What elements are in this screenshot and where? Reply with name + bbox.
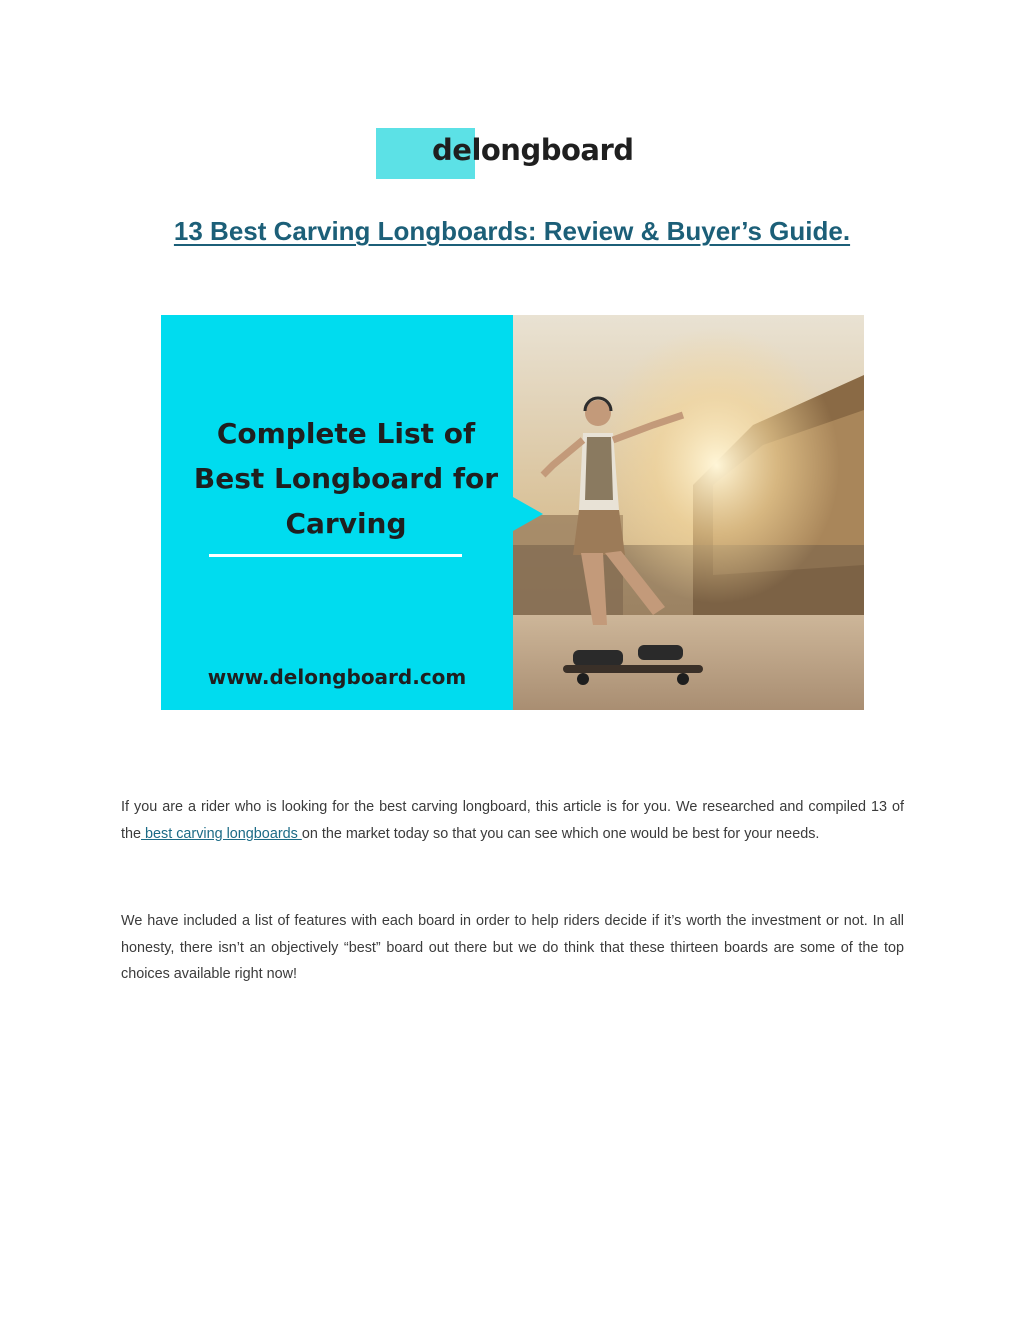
best-carving-longboards-link[interactable]: best carving longboards — [141, 825, 302, 842]
intro-text-before-link: If you are a rider who is looking for the best carving longboard, this article is for you. We researched and compiled 13 of the — [121, 799, 904, 842]
intro-text-after-link: on the market today so that you can see which one would be best for your needs. — [301, 825, 820, 842]
hero-arrow-pointer — [513, 497, 543, 531]
features-paragraph: We have included a list of features with each board in order to help riders decide if it’s worth the investment or not. In all honesty, there isn’t an objectively “best” board out there but we do think that these thirteen boards are some of the top choices available right now! — [121, 913, 904, 982]
hero-heading — [161, 411, 531, 546]
logo-wordmark — [432, 133, 634, 167]
logo-part-longboard: longboard — [471, 133, 634, 167]
site-logo — [376, 128, 648, 179]
hero-heading-line-2: Best Longboard for — [193, 462, 499, 495]
intro-paragraph — [121, 794, 904, 847]
hero-banner-image — [161, 315, 864, 710]
hero-heading-line-3: Carving — [285, 507, 407, 540]
hero-divider — [209, 554, 462, 557]
hero-url: www.delongboard.com — [207, 665, 467, 689]
logo-part-de: de — [432, 133, 472, 167]
skateboarder-photo — [513, 315, 864, 710]
page-title[interactable]: 13 Best Carving Longboards: Review & Buyer’s Guide. — [173, 216, 851, 246]
hero-heading-line-1: Complete List of — [216, 417, 476, 450]
hero-text-panel — [161, 315, 513, 710]
